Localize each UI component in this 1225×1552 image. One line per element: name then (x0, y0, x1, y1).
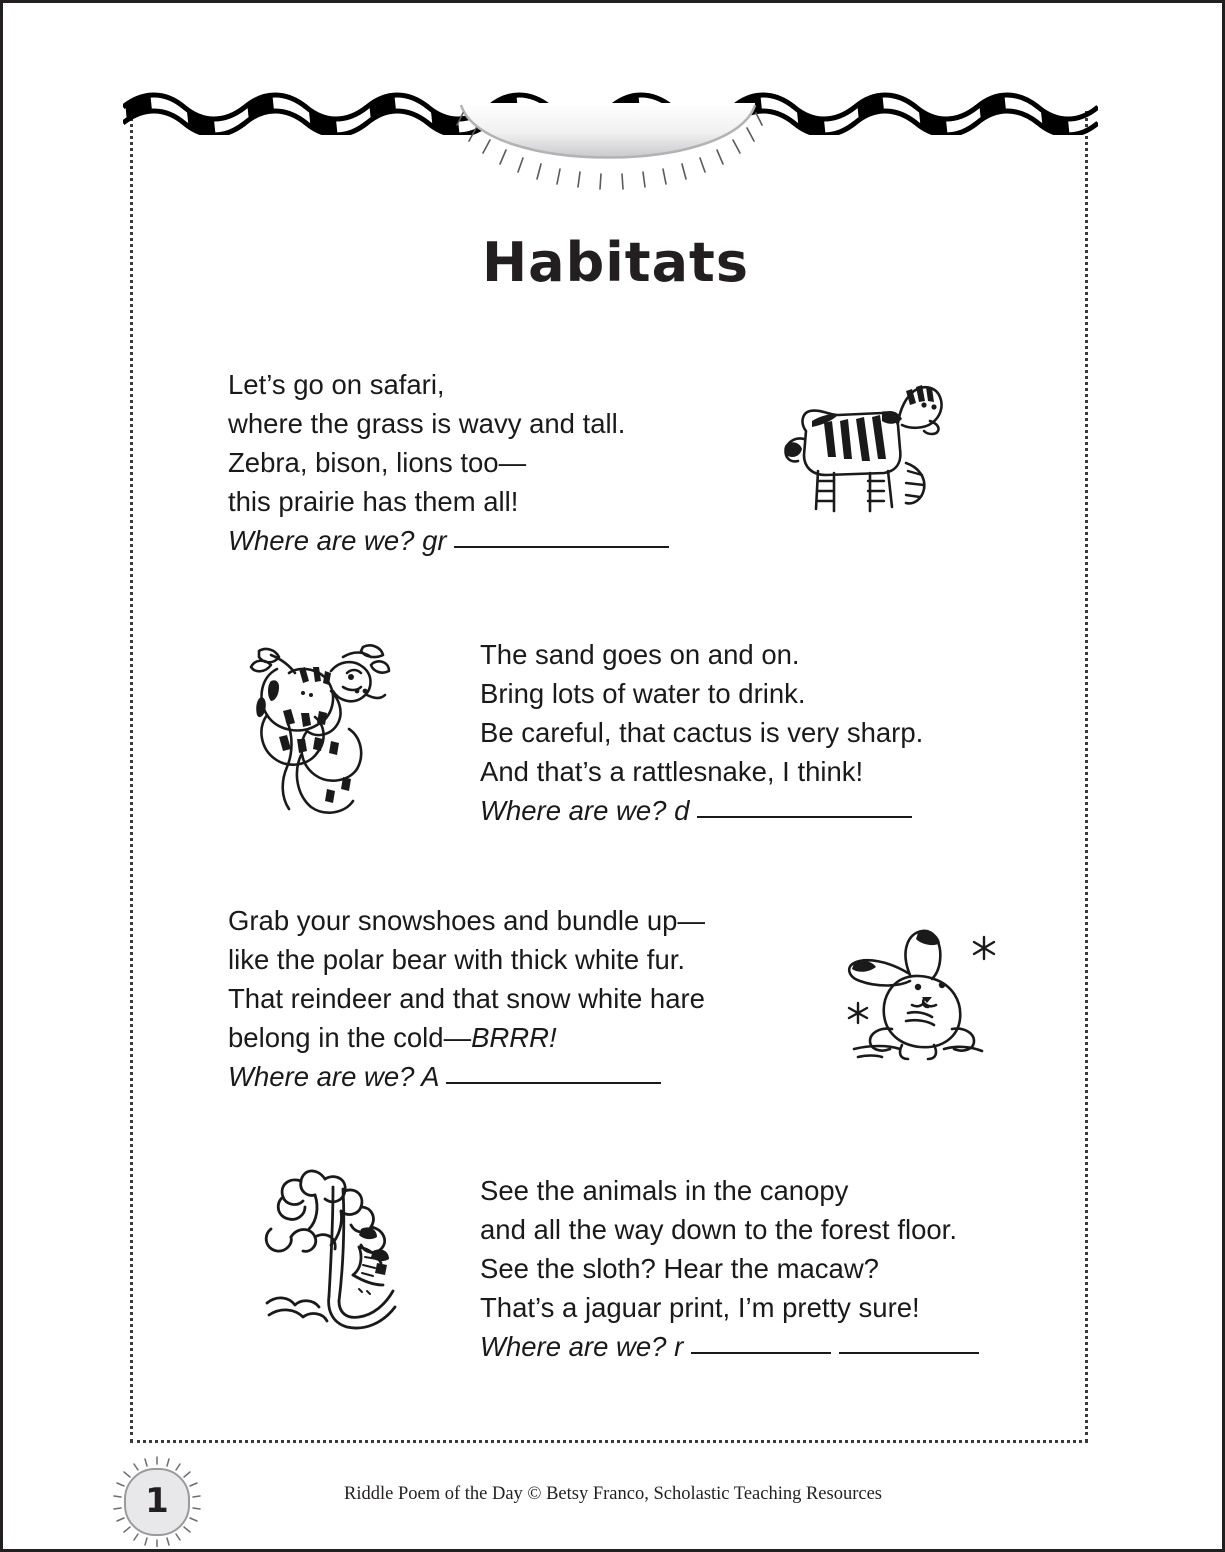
answer-blank[interactable] (454, 546, 669, 548)
poem-line: And that’s a rattlesnake, I think! (480, 756, 864, 787)
poem-stanza-rainforest (480, 1171, 979, 1366)
answer-blank[interactable] (697, 816, 912, 818)
answer-prompt-letters: r (674, 1331, 684, 1362)
riddle-question: Where are we? (228, 525, 415, 556)
poem-stanza-desert (480, 635, 923, 830)
zebra-illustration (778, 371, 953, 521)
answer-prompt-letters: d (674, 795, 690, 826)
frame-right-edge (1085, 111, 1088, 1443)
poem-stanza-arctic (228, 901, 705, 1096)
riddle-answer-line (480, 1327, 979, 1366)
curved-arc-banner (453, 103, 763, 203)
poem-line: That’s a jaguar print, I’m pretty sure! (480, 1292, 920, 1323)
answer-prompt-letters: gr (422, 525, 447, 556)
poem-line: Be careful, that cactus is very sharp. (480, 717, 924, 748)
frame-left-edge (130, 111, 133, 1443)
riddle-answer-line (480, 791, 923, 830)
poem-line: That reindeer and that snow white hare (228, 983, 705, 1014)
poem-line: this prairie has them all! (228, 486, 519, 517)
page-title: Habitats (481, 231, 749, 294)
answer-blank[interactable] (446, 1082, 661, 1084)
poem-line: where the grass is wavy and tall. (228, 408, 626, 439)
poem-emphasis: BRRR! (471, 1022, 557, 1053)
footer-credit: Riddle Poem of the Day © Betsy Franco, Scholastic Teaching Resources (343, 1484, 883, 1504)
answer-blank-second[interactable] (839, 1352, 979, 1354)
snake-illustration (231, 625, 411, 820)
page-number-badge (107, 1455, 207, 1547)
poem-line: and all the way down to the forest floor. (480, 1214, 957, 1245)
poem-line: See the sloth? Hear the macaw? (480, 1253, 879, 1284)
poem-line: Let’s go on safari, (228, 369, 445, 400)
riddle-question: Where are we? (228, 1061, 415, 1092)
answer-prompt-letters: A (421, 1061, 439, 1092)
riddle-answer-line (228, 521, 669, 560)
page-number-value: 1 (145, 1481, 169, 1521)
poem-line: The sand goes on and on. (480, 639, 800, 670)
poem-line: like the polar bear with thick white fur. (228, 944, 686, 975)
poem-line: Zebra, bison, lions too— (228, 447, 527, 478)
frame-bottom-edge (130, 1440, 1088, 1443)
riddle-answer-line (228, 1057, 705, 1096)
poem-line: See the animals in the canopy (480, 1175, 849, 1206)
poem-line (228, 1018, 705, 1057)
riddle-question: Where are we? (480, 795, 667, 826)
tree-illustration (255, 1151, 427, 1336)
poem-line: Grab your snowshoes and bundle up— (228, 905, 705, 936)
riddle-question: Where are we? (480, 1331, 667, 1362)
poem-stanza-grassland (228, 365, 669, 560)
poem-line-text: belong in the cold— (228, 1022, 472, 1053)
poem-line: Bring lots of water to drink. (480, 678, 806, 709)
answer-blank[interactable] (691, 1352, 831, 1354)
hare-illustration (836, 921, 1008, 1061)
